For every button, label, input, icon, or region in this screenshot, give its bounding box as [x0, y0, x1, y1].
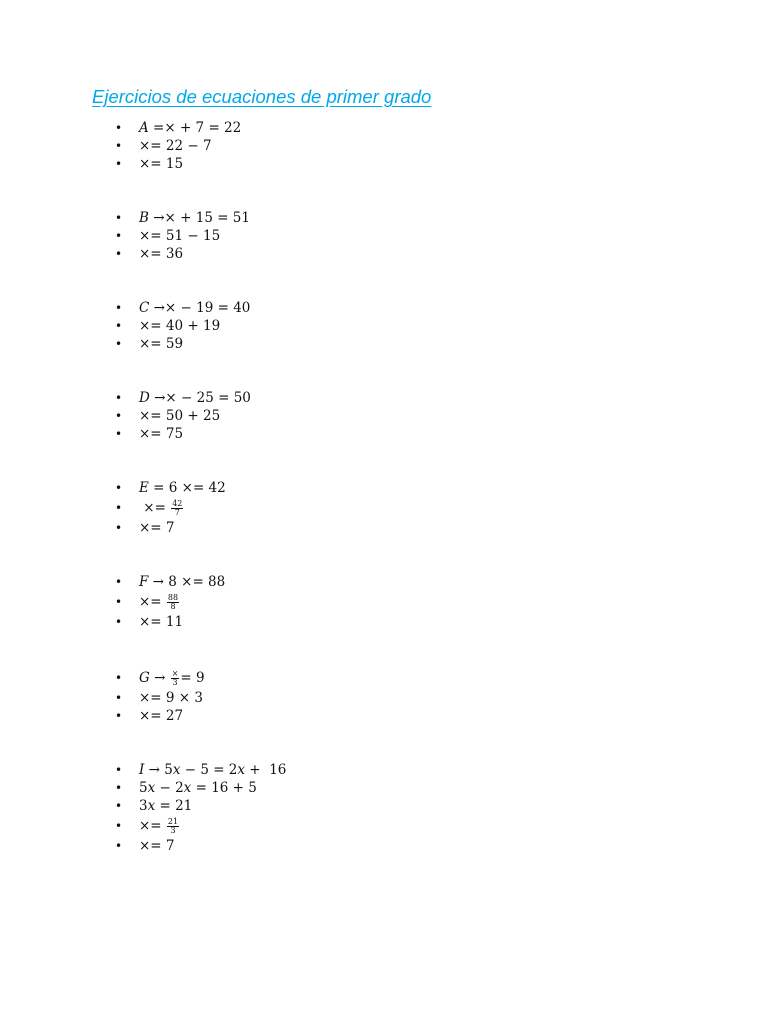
- bullet-icon: •: [115, 427, 123, 441]
- equation-text: ×= 51 − 15: [139, 228, 221, 244]
- fraction: [171, 670, 180, 688]
- bullet-icon: •: [115, 391, 123, 405]
- equation-line: [0, 317, 768, 335]
- equation-line: [0, 155, 768, 173]
- fraction: [167, 818, 179, 836]
- equation-line: [0, 335, 768, 353]
- equation-text: 5𝑥 − 2𝑥 = 16 + 5: [139, 780, 257, 796]
- equation-text: ×= 7: [139, 520, 175, 536]
- bullet-icon: •: [115, 211, 123, 225]
- bullet-icon: •: [115, 595, 123, 609]
- exercise-groups: [0, 119, 768, 855]
- equation-text: 3𝑥 = 21: [139, 798, 193, 814]
- bullet-icon: •: [115, 709, 123, 723]
- equation-line: [0, 299, 768, 317]
- bullet-icon: •: [115, 799, 123, 813]
- equation-prefix: ×=: [139, 594, 166, 610]
- bullet-icon: •: [115, 671, 123, 685]
- equation-text: ×= 50 + 25: [139, 408, 221, 424]
- document-title: Ejercicios de ecuaciones de primer grado: [92, 86, 432, 107]
- equation-line: [0, 667, 768, 689]
- exercise-group: [0, 479, 768, 537]
- equation-line: [0, 425, 768, 443]
- fraction: [167, 594, 179, 612]
- equation-text: 𝐼 → 5𝑥 − 5 = 2𝑥 + 16: [139, 762, 287, 778]
- equation-text: ×= 75: [139, 426, 184, 442]
- equation-text: 𝐴 =× + 7 = 22: [139, 120, 242, 136]
- equation-text: ×= 11: [139, 614, 184, 630]
- equation-text: ×= 40 + 19: [139, 318, 221, 334]
- fraction-denominator: 3: [172, 678, 178, 687]
- exercise-group: [0, 761, 768, 855]
- bullet-icon: •: [115, 247, 123, 261]
- fraction-denominator: 3: [170, 826, 176, 835]
- equation-line: [0, 245, 768, 263]
- fraction-equation: [139, 667, 205, 689]
- equation-text: ×= 15: [139, 156, 184, 172]
- equation-text: 𝐵 →× + 15 = 51: [139, 210, 250, 226]
- equation-text: 𝐹 → 8 ×= 88: [139, 574, 226, 590]
- fraction-numerator: 21: [167, 816, 179, 826]
- equation-text: 𝐸 = 6 ×= 42: [139, 480, 226, 496]
- equation-line: [0, 689, 768, 707]
- bullet-icon: •: [115, 763, 123, 777]
- equation-line: [0, 479, 768, 497]
- equation-prefix: ×=: [139, 818, 166, 834]
- equation-line: [0, 613, 768, 631]
- exercise-group: [0, 573, 768, 631]
- equation-suffix: = 9: [180, 670, 205, 686]
- equation-line: [0, 707, 768, 725]
- equation-text: ×= 22 − 7: [139, 138, 212, 154]
- fraction-denominator: 7: [174, 508, 180, 517]
- exercise-group: [0, 389, 768, 443]
- bullet-icon: •: [115, 229, 123, 243]
- bullet-icon: •: [115, 121, 123, 135]
- bullet-icon: •: [115, 615, 123, 629]
- equation-line: [0, 797, 768, 815]
- equation-line: [0, 519, 768, 537]
- equation-line: [0, 407, 768, 425]
- equation-line: [0, 389, 768, 407]
- bullet-icon: •: [115, 521, 123, 535]
- exercise-group: [0, 667, 768, 725]
- equation-line: [0, 573, 768, 591]
- equation-line: [0, 815, 768, 837]
- bullet-icon: •: [115, 839, 123, 853]
- bullet-icon: •: [115, 691, 123, 705]
- bullet-icon: •: [115, 301, 123, 315]
- equation-line: [0, 837, 768, 855]
- equation-prefix: ×=: [139, 500, 171, 516]
- equation-text: ×= 27: [139, 708, 184, 724]
- bullet-icon: •: [115, 409, 123, 423]
- bullet-icon: •: [115, 501, 123, 515]
- fraction-equation: [139, 497, 184, 519]
- fraction-equation: [139, 591, 180, 613]
- bullet-icon: •: [115, 481, 123, 495]
- bullet-icon: •: [115, 819, 123, 833]
- exercise-group: [0, 119, 768, 173]
- fraction-numerator: 42: [172, 498, 183, 508]
- equation-text: ×= 36: [139, 246, 184, 262]
- fraction-denominator: 8: [170, 602, 176, 611]
- fraction-numerator: ×: [171, 668, 179, 678]
- equation-text: ×= 7: [139, 838, 175, 854]
- bullet-icon: •: [115, 575, 123, 589]
- bullet-icon: •: [115, 781, 123, 795]
- equation-line: [0, 227, 768, 245]
- fraction: [171, 500, 183, 518]
- equation-line: [0, 497, 768, 519]
- equation-text: ×= 59: [139, 336, 184, 352]
- exercise-group: [0, 299, 768, 353]
- equation-line: [0, 761, 768, 779]
- bullet-icon: •: [115, 157, 123, 171]
- equation-line: [0, 779, 768, 797]
- fraction-equation: [139, 815, 180, 837]
- equation-line: [0, 137, 768, 155]
- bullet-icon: •: [115, 319, 123, 333]
- exercise-group: [0, 209, 768, 263]
- equation-text: 𝐶 →× − 19 = 40: [139, 300, 251, 316]
- equation-text: 𝐷 →× − 25 = 50: [139, 390, 251, 406]
- bullet-icon: •: [115, 337, 123, 351]
- equation-prefix: 𝐺 →: [139, 670, 170, 686]
- equation-line: [0, 591, 768, 613]
- fraction-numerator: 88: [167, 592, 179, 602]
- equation-text: ×= 9 × 3: [139, 690, 203, 706]
- equation-line: [0, 119, 768, 137]
- equation-line: [0, 209, 768, 227]
- bullet-icon: •: [115, 139, 123, 153]
